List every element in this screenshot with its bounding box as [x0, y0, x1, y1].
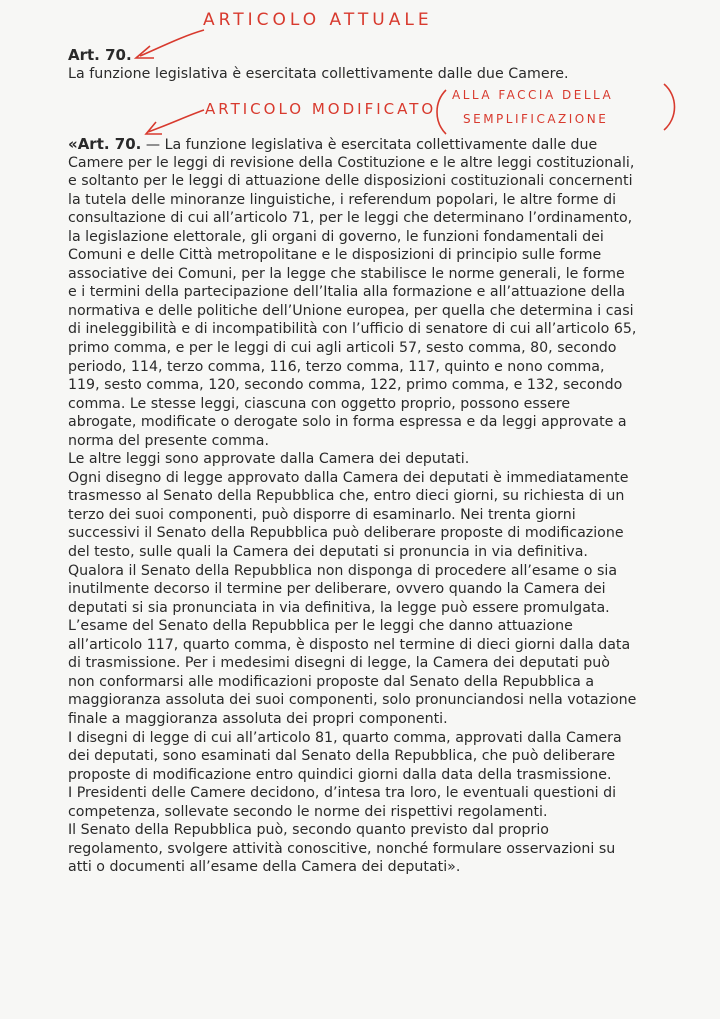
text-line: Ogni disegno di legge approvato dalla Camera dei deputati è immediatamente: [68, 469, 629, 486]
text-line: Il Senato della Repubblica può, secondo quanto previsto dal proprio: [68, 822, 549, 839]
current-article-text: La funzione legislativa è esercitata collettivamente dalle due Camere.: [68, 66, 569, 82]
arrow-current-icon: [128, 26, 208, 62]
text-line: trasmesso al Senato della Repubblica che, entro dieci giorni, su richiesta di un: [68, 488, 625, 505]
text-line: regolamento, svolgere attività conoscitive, nonché formulare osservazioni su: [68, 840, 616, 857]
text-line: di trasmissione. Per i medesimi disegni di legge, la Camera dei deputati può: [68, 655, 610, 672]
text-line: associative dei Comuni, per la legge che stabilisce le norme generali, le forme: [68, 265, 625, 282]
text-line: Comuni e delle Città metropolitane e le disposizioni di principio sulle forme: [68, 247, 602, 264]
text-line: — La funzione legislativa è esercitata collettivamente dalle due: [141, 137, 598, 153]
text-line: I disegni di legge di cui all’articolo 81, quarto comma, approvati dalla Camera: [68, 729, 622, 746]
text-line: atti o documenti all’esame della Camera dei deputati».: [68, 859, 461, 876]
close-paren-icon: [660, 82, 682, 132]
modified-article-first-line: [68, 135, 668, 154]
annotation-modified-article: ARTICOLO MODIFICATO: [205, 100, 437, 118]
text-line: Qualora il Senato della Repubblica non disponga di procedere all’esame o sia: [68, 562, 618, 579]
text-line: Le altre leggi sono approvate dalla Camera dei deputati.: [68, 451, 470, 468]
text-line: Camere per le leggi di revisione della Costituzione e le altre leggi costituzionali,: [68, 154, 635, 171]
text-line: competenza, sollevate secondo le norme dei rispettivi regolamenti.: [68, 803, 548, 820]
text-line: la legislazione elettorale, gli organi di governo, le funzioni fondamentali dei: [68, 228, 604, 245]
text-line: comma. Le stesse leggi, ciascuna con oggetto proprio, possono essere: [68, 395, 571, 412]
text-line: dei deputati, sono esaminati dal Senato della Repubblica, che può deliberare: [68, 748, 616, 765]
text-line: la tutela delle minoranze linguistiche, i referendum popolari, le altre forme di: [68, 191, 617, 208]
text-line: finale a maggioranza assoluta dei propri componenti.: [68, 710, 448, 727]
text-line: I Presidenti delle Camere decidono, d’intesa tra loro, le eventuali questioni di: [68, 785, 617, 802]
text-line: all’articolo 117, quarto comma, è disposto nel termine di dieci giorni dalla data: [68, 636, 631, 653]
text-line: successivi il Senato della Repubblica può deliberare proposte di modificazione: [68, 525, 624, 542]
text-line: non conformarsi alle modificazioni proposte dal Senato della Repubblica a: [68, 673, 595, 690]
text-line: 119, sesto comma, 120, secondo comma, 122, primo comma, e 132, secondo: [68, 377, 623, 394]
text-line: e soltanto per le leggi di attuazione delle disposizioni costituzionali concernenti: [68, 173, 633, 190]
text-line: terzo dei suoi componenti, può disporre di esaminarlo. Nei trenta giorni: [68, 506, 576, 523]
text-line: deputati si sia pronunciata in via definitiva, la legge può essere promulgata.: [68, 599, 610, 616]
text-line: inutilmente decorso il termine per deliberare, ovvero quando la Camera dei: [68, 581, 606, 598]
text-line: primo comma, e per le leggi di cui agli articoli 57, sesto comma, 80, secondo: [68, 340, 617, 357]
annotation-side-note-line2: SEMPLIFICAZIONE: [463, 112, 609, 126]
text-line: e i termini della partecipazione dell’Italia alla formazione e all’attuazione della: [68, 284, 626, 301]
arrow-modified-icon: [142, 106, 208, 138]
open-paren-icon: [430, 88, 450, 136]
modified-article-body: [68, 135, 668, 877]
annotation-current-article: ARTICOLO ATTUALE: [203, 10, 433, 30]
text-line: di ineleggibilità e di incompatibilità con l’ufficio di senatore di cui all’articolo 65,: [68, 321, 637, 338]
current-article-heading: Art. 70.: [68, 46, 132, 64]
text-line: norma del presente comma.: [68, 432, 269, 449]
modified-article-heading: «Art. 70.: [68, 135, 142, 153]
text-line: normativa e delle politiche dell’Unione europea, per quella che determina i casi: [68, 302, 634, 319]
text-line: abrogate, modificate o derogate solo in forma espressa e da leggi approvate a: [68, 414, 627, 431]
text-line: proposte di modificazione entro quindici giorni dalla data della trasmissione.: [68, 766, 612, 783]
annotation-side-note-line1: ALLA FACCIA DELLA: [452, 88, 614, 102]
text-line: periodo, 114, terzo comma, 116, terzo comma, 117, quinto e nono comma,: [68, 358, 605, 375]
text-line: consultazione di cui all’articolo 71, per le leggi che determinano l’ordinamento,: [68, 210, 633, 227]
text-line: L’esame del Senato della Repubblica per le leggi che danno attuazione: [68, 618, 573, 635]
text-line: del testo, sulle quali la Camera dei deputati si pronuncia in via definitiva.: [68, 544, 588, 561]
text-line: maggioranza assoluta dei suoi componenti, solo pronunciandosi nella votazione: [68, 692, 637, 709]
